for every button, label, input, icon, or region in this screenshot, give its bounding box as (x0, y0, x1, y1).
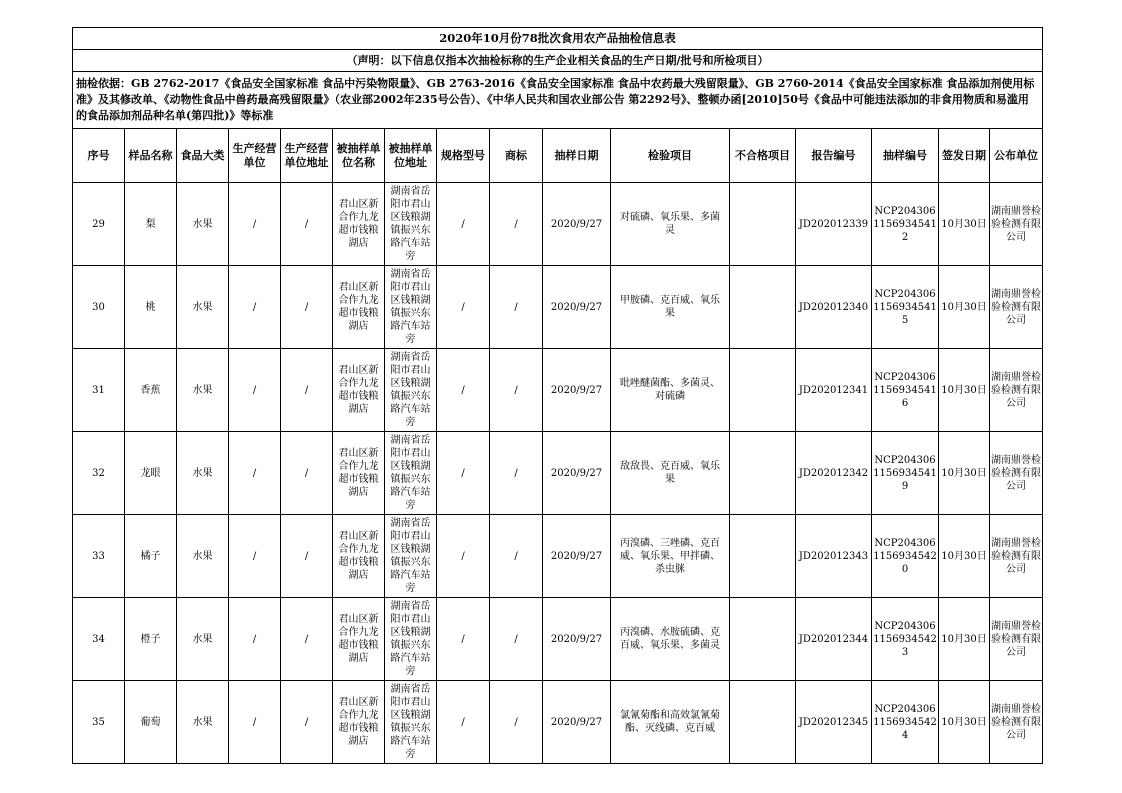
cell-brand: / (490, 349, 543, 432)
cell-issue-date: 10月30日 (939, 432, 990, 515)
col-header: 序号 (73, 129, 125, 183)
inspection-info-table (72, 27, 1043, 764)
cell-category: 水果 (177, 598, 229, 681)
cell-brand: / (490, 266, 543, 349)
cell-publisher: 湖南鼎誉检验检测有限公司 (990, 515, 1043, 598)
cell-report-no: JD202012343 (796, 515, 872, 598)
cell-producer-address: / (281, 349, 333, 432)
cell-sample-no: NCP20430611569345415 (872, 266, 939, 349)
cell-sampled-unit: 君山区新合作九龙超市钱粮湖店 (333, 266, 385, 349)
cell-test-items: 丙溴磷、水胺硫磷、克百威、氧乐果、多菌灵 (611, 598, 730, 681)
cell-unqualified-items (730, 183, 796, 266)
cell-publisher: 湖南鼎誉检验检测有限公司 (990, 183, 1043, 266)
cell-unqualified-items (730, 598, 796, 681)
cell-category: 水果 (177, 266, 229, 349)
cell-sampling-date: 2020/9/27 (543, 183, 611, 266)
cell-producer-address: / (281, 183, 333, 266)
header-row (73, 129, 1043, 183)
cell-sample-no: NCP20430611569345419 (872, 432, 939, 515)
col-header: 生产经营单位地址 (281, 129, 333, 183)
cell-no: 29 (73, 183, 125, 266)
cell-test-items: 吡唑醚菌酯、多菌灵、对硫磷 (611, 349, 730, 432)
col-header: 检验项目 (611, 129, 730, 183)
cell-issue-date: 10月30日 (939, 183, 990, 266)
table-row (73, 349, 1043, 432)
cell-spec: / (437, 515, 490, 598)
cell-sampled-unit: 君山区新合作九龙超市钱粮湖店 (333, 349, 385, 432)
col-header: 抽样日期 (543, 129, 611, 183)
cell-spec: / (437, 266, 490, 349)
cell-issue-date: 10月30日 (939, 349, 990, 432)
cell-no: 32 (73, 432, 125, 515)
cell-sampling-date: 2020/9/27 (543, 432, 611, 515)
cell-sampling-date: 2020/9/27 (543, 515, 611, 598)
cell-no: 33 (73, 515, 125, 598)
cell-publisher: 湖南鼎誉检验检测有限公司 (990, 266, 1043, 349)
cell-unqualified-items (730, 266, 796, 349)
cell-sample-name: 桃 (125, 266, 177, 349)
cell-issue-date: 10月30日 (939, 681, 990, 764)
col-header: 生产经营单位 (229, 129, 281, 183)
cell-producer-address: / (281, 432, 333, 515)
cell-test-items: 对硫磷、氧乐果、多菌灵 (611, 183, 730, 266)
cell-sample-name: 香蕉 (125, 349, 177, 432)
col-header: 公布单位 (990, 129, 1043, 183)
table-row (73, 183, 1043, 266)
cell-sampling-date: 2020/9/27 (543, 598, 611, 681)
table-row (73, 432, 1043, 515)
cell-test-items: 甲胺磷、克百威、氧乐果 (611, 266, 730, 349)
cell-sampled-address: 湖南省岳阳市君山区钱粮湖镇振兴东路汽车站旁 (385, 349, 437, 432)
cell-sample-no: NCP20430611569345424 (872, 681, 939, 764)
cell-sampled-address: 湖南省岳阳市君山区钱粮湖镇振兴东路汽车站旁 (385, 598, 437, 681)
cell-sample-name: 橙子 (125, 598, 177, 681)
col-header: 不合格项目 (730, 129, 796, 183)
cell-no: 35 (73, 681, 125, 764)
col-header: 签发日期 (939, 129, 990, 183)
cell-producer-address: / (281, 515, 333, 598)
cell-producer-address: / (281, 598, 333, 681)
cell-sampling-date: 2020/9/27 (543, 266, 611, 349)
cell-sampling-date: 2020/9/27 (543, 681, 611, 764)
cell-report-no: JD202012344 (796, 598, 872, 681)
inspection-basis: 抽检依据：GB 2762-2017《食品安全国家标准 食品中污染物限量》、GB 2763-2016《食品安全国家标准 食品中农药最大残留限量》、GB 2760-2014《食品安全国家标准 食品添加剂使用标准》及其修改单、《动物性食品中兽药最高残留限量》（农业部2002年235号公告）、《中华人民共和国农业部公告 第2292号》、整顿办函[2010]50号《食品中可能违法添加的非食用物质和易滥用的食品添加剂品种名单(第四批)》等标准 (73, 72, 1043, 129)
cell-producer: / (229, 266, 281, 349)
col-header: 抽样编号 (872, 129, 939, 183)
cell-publisher: 湖南鼎誉检验检测有限公司 (990, 349, 1043, 432)
table-row (73, 266, 1043, 349)
cell-sampled-address: 湖南省岳阳市君山区钱粮湖镇振兴东路汽车站旁 (385, 432, 437, 515)
cell-spec: / (437, 681, 490, 764)
cell-no: 31 (73, 349, 125, 432)
cell-report-no: JD202012341 (796, 349, 872, 432)
col-header: 被抽样单位名称 (333, 129, 385, 183)
col-header: 报告编号 (796, 129, 872, 183)
cell-sampled-address: 湖南省岳阳市君山区钱粮湖镇振兴东路汽车站旁 (385, 515, 437, 598)
cell-producer: / (229, 681, 281, 764)
cell-sample-name: 橘子 (125, 515, 177, 598)
table-body (73, 183, 1043, 764)
cell-sample-no: NCP20430611569345423 (872, 598, 939, 681)
cell-producer-address: / (281, 266, 333, 349)
table-row (73, 598, 1043, 681)
table-row (73, 515, 1043, 598)
cell-test-items: 丙溴磷、三唑磷、克百威、氧乐果、甲拌磷、杀虫脒 (611, 515, 730, 598)
cell-publisher: 湖南鼎誉检验检测有限公司 (990, 432, 1043, 515)
cell-producer: / (229, 432, 281, 515)
table-row (73, 681, 1043, 764)
cell-producer: / (229, 598, 281, 681)
col-header: 商标 (490, 129, 543, 183)
col-header: 被抽样单位地址 (385, 129, 437, 183)
cell-sample-no: NCP20430611569345412 (872, 183, 939, 266)
cell-issue-date: 10月30日 (939, 266, 990, 349)
cell-spec: / (437, 432, 490, 515)
document-title: 2020年10月份78批次食用农产品抽检信息表 (73, 28, 1043, 50)
cell-brand: / (490, 598, 543, 681)
cell-report-no: JD202012345 (796, 681, 872, 764)
cell-brand: / (490, 432, 543, 515)
cell-category: 水果 (177, 515, 229, 598)
cell-producer-address: / (281, 681, 333, 764)
cell-sampled-address: 湖南省岳阳市君山区钱粮湖镇振兴东路汽车站旁 (385, 183, 437, 266)
cell-producer: / (229, 183, 281, 266)
cell-no: 30 (73, 266, 125, 349)
col-header: 规格型号 (437, 129, 490, 183)
cell-spec: / (437, 598, 490, 681)
cell-spec: / (437, 349, 490, 432)
cell-sampled-unit: 君山区新合作九龙超市钱粮湖店 (333, 183, 385, 266)
cell-publisher: 湖南鼎誉检验检测有限公司 (990, 681, 1043, 764)
cell-issue-date: 10月30日 (939, 515, 990, 598)
cell-sample-name: 梨 (125, 183, 177, 266)
cell-sampled-address: 湖南省岳阳市君山区钱粮湖镇振兴东路汽车站旁 (385, 681, 437, 764)
col-header: 食品大类 (177, 129, 229, 183)
cell-unqualified-items (730, 681, 796, 764)
cell-sampled-unit: 君山区新合作九龙超市钱粮湖店 (333, 432, 385, 515)
cell-sampled-address: 湖南省岳阳市君山区钱粮湖镇振兴东路汽车站旁 (385, 266, 437, 349)
col-header: 样品名称 (125, 129, 177, 183)
cell-category: 水果 (177, 681, 229, 764)
statement: （声明：以下信息仅指本次抽检标称的生产企业相关食品的生产日期/批号和所检项目） (73, 50, 1043, 72)
cell-test-items: 氯氰菊酯和高效氯氰菊酯、灭线磷、克百威 (611, 681, 730, 764)
cell-brand: / (490, 681, 543, 764)
cell-category: 水果 (177, 432, 229, 515)
cell-test-items: 敌敌畏、克百威、氧乐果 (611, 432, 730, 515)
cell-issue-date: 10月30日 (939, 598, 990, 681)
cell-unqualified-items (730, 515, 796, 598)
cell-unqualified-items (730, 432, 796, 515)
cell-spec: / (437, 183, 490, 266)
cell-category: 水果 (177, 349, 229, 432)
cell-report-no: JD202012340 (796, 266, 872, 349)
cell-sample-name: 葡萄 (125, 681, 177, 764)
cell-unqualified-items (730, 349, 796, 432)
cell-sample-name: 龙眼 (125, 432, 177, 515)
cell-producer: / (229, 515, 281, 598)
cell-category: 水果 (177, 183, 229, 266)
cell-producer: / (229, 349, 281, 432)
cell-sampled-unit: 君山区新合作九龙超市钱粮湖店 (333, 681, 385, 764)
cell-sampled-unit: 君山区新合作九龙超市钱粮湖店 (333, 515, 385, 598)
cell-sampling-date: 2020/9/27 (543, 349, 611, 432)
cell-report-no: JD202012339 (796, 183, 872, 266)
cell-report-no: JD202012342 (796, 432, 872, 515)
cell-sample-no: NCP20430611569345416 (872, 349, 939, 432)
cell-no: 34 (73, 598, 125, 681)
cell-sample-no: NCP20430611569345420 (872, 515, 939, 598)
cell-sampled-unit: 君山区新合作九龙超市钱粮湖店 (333, 598, 385, 681)
cell-brand: / (490, 515, 543, 598)
cell-publisher: 湖南鼎誉检验检测有限公司 (990, 598, 1043, 681)
cell-brand: / (490, 183, 543, 266)
